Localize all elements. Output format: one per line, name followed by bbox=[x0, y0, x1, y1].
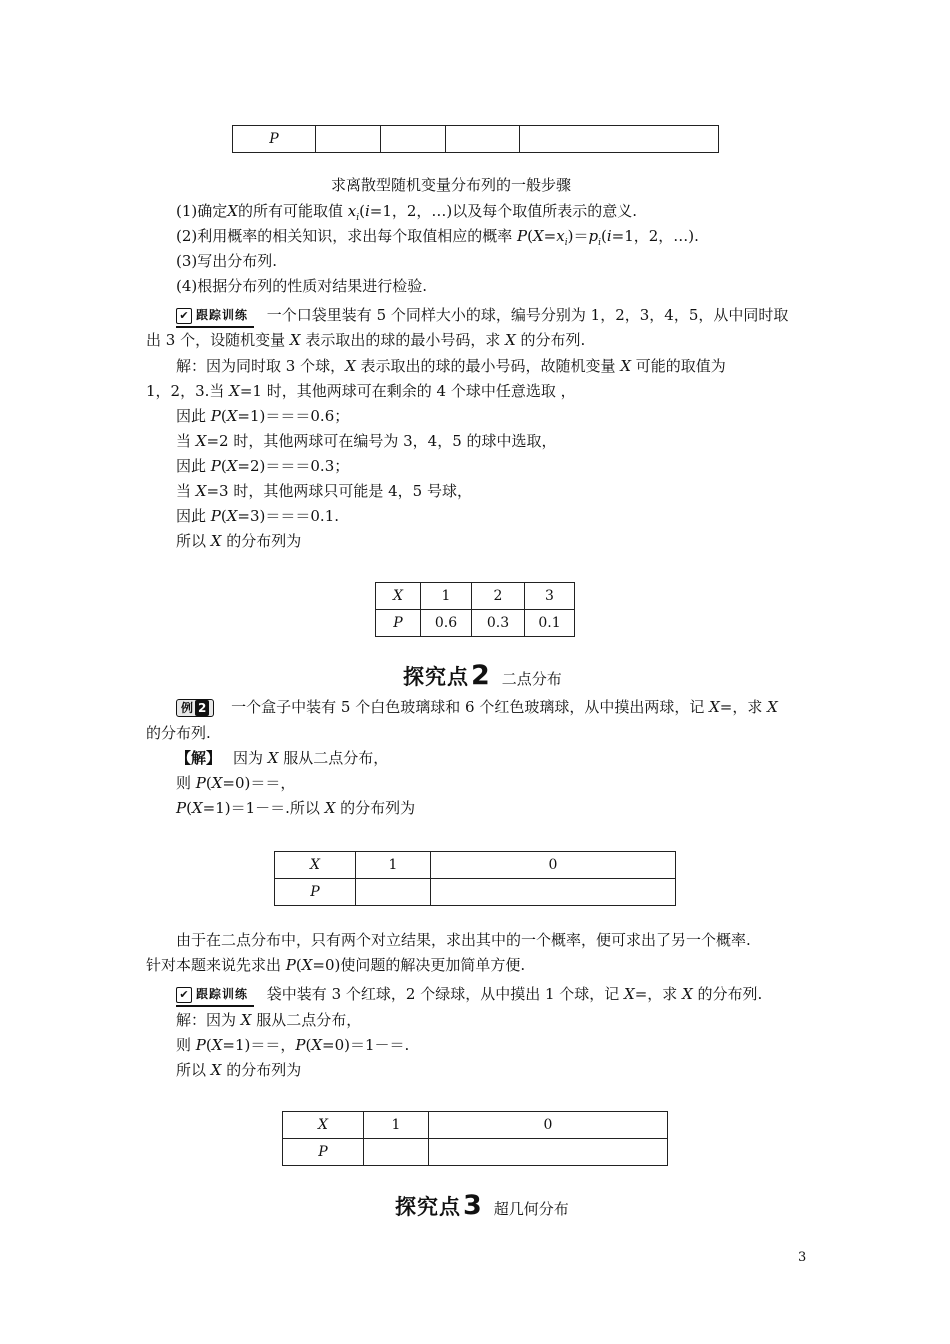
table-cell bbox=[364, 1139, 429, 1166]
example2-solution-line2: 则 P(X=0)＝＝， bbox=[176, 774, 296, 792]
track-training-badge: ✔ 跟踪训练 bbox=[176, 305, 248, 325]
table-cell: X bbox=[283, 1112, 364, 1139]
example-badge: 例 2 bbox=[176, 699, 214, 717]
table-cell: 0.3 bbox=[472, 610, 525, 637]
top-table bbox=[232, 125, 719, 153]
track1-solution-line4: 当 X=2 时，其他两球可在编号为 3，4，5 的球中选取， bbox=[176, 432, 557, 450]
table-cell: 0 bbox=[431, 852, 676, 879]
table-cell bbox=[356, 879, 431, 906]
track1-distribution-table bbox=[375, 582, 575, 637]
table-cell: P bbox=[376, 610, 421, 637]
table-cell: 1 bbox=[421, 583, 472, 610]
section-heading-2: 探究点2 二点分布 bbox=[403, 660, 562, 691]
check-icon: ✔ bbox=[176, 308, 192, 324]
table-cell: P bbox=[233, 126, 316, 153]
track1-solution-line2: 1，2，3.当 X=1 时，其他两球可在剩余的 4 个球中任意选取 ， bbox=[146, 382, 576, 400]
example2-distribution-table bbox=[274, 851, 676, 906]
table-cell bbox=[429, 1139, 668, 1166]
track2-distribution-table bbox=[282, 1111, 668, 1166]
page-number: 3 bbox=[798, 1250, 807, 1265]
track1-question-line2: 出 3 个，设随机变量 X 表示取出的球的最小号码，求 X 的分布列. bbox=[146, 331, 586, 349]
track2-solution-line1: 解：因为 X 服从二点分布， bbox=[176, 1011, 362, 1029]
table-cell: 1 bbox=[356, 852, 431, 879]
step-3: (3)写出分布列. bbox=[176, 252, 278, 270]
table-cell: X bbox=[376, 583, 421, 610]
example2-note-line2: 针对本题来说先求出 P(X=0)使问题的解决更加简单方便. bbox=[146, 956, 526, 974]
track2-question: ✔ 跟踪训练 袋中装有 3 个红球，2 个绿球，从中摸出 1 个球，记 X=，求 X 的分布列. bbox=[176, 984, 762, 1005]
table-cell: 0.6 bbox=[421, 610, 472, 637]
example2-note-line1: 由于在二点分布中，只有两个对立结果，求出其中的一个概率，便可求出了另一个概率. bbox=[176, 931, 751, 949]
table-cell: 1 bbox=[364, 1112, 429, 1139]
track1-solution-line3: 因此 P(X=1)＝＝＝0.6； bbox=[176, 407, 350, 425]
example2-question-line2: 的分布列. bbox=[146, 724, 211, 742]
table-cell bbox=[316, 126, 381, 153]
track1-solution-line5: 因此 P(X=2)＝＝＝0.3； bbox=[176, 457, 350, 475]
track1-solution-line1: 解：因为同时取 3 个球，X 表示取出的球的最小号码，故随机变量 X 可能的取值为 bbox=[176, 357, 726, 375]
example2-solution-line1: 【解】 因为 X 服从二点分布， bbox=[176, 749, 389, 767]
table-cell: 0 bbox=[429, 1112, 668, 1139]
example2-solution-line3: P(X=1)＝1－＝.所以 X 的分布列为 bbox=[176, 799, 416, 817]
track1-solution-line7: 因此 P(X=3)＝＝＝0.1. bbox=[176, 507, 340, 525]
track1-solution-line6: 当 X=3 时，其他两球只可能是 4，5 号球， bbox=[176, 482, 472, 500]
table-cell: 3 bbox=[525, 583, 575, 610]
step-1: (1)确定X的所有可能取值 $x_i(i=1$，2，…)以及每个取值所表示的意义. bbox=[176, 202, 638, 223]
table-cell: 0.1 bbox=[525, 610, 575, 637]
track2-solution-line3: 所以 X 的分布列为 bbox=[176, 1061, 302, 1079]
track1-question-line1: ✔ 跟踪训练 一个口袋里装有 5 个同样大小的球，编号分别为 1，2，3，4，5，从中同时取 bbox=[176, 305, 788, 326]
table-cell bbox=[431, 879, 676, 906]
track-training-badge: ✔ 跟踪训练 bbox=[176, 984, 248, 1004]
table-cell: P bbox=[275, 879, 356, 906]
steps-title: 求离散型随机变量分布列的一般步骤 bbox=[331, 176, 572, 194]
track1-solution-line8: 所以 X 的分布列为 bbox=[176, 532, 302, 550]
step-4: (4)根据分布列的性质对结果进行检验. bbox=[176, 277, 428, 295]
table-cell: 2 bbox=[472, 583, 525, 610]
example2-question-line1: 例 2 一个盒子中装有 5 个白色玻璃球和 6 个红色玻璃球，从中摸出两球，记 X=，求 X bbox=[176, 697, 778, 717]
table-cell: X bbox=[275, 852, 356, 879]
check-icon: ✔ bbox=[176, 987, 192, 1003]
section-heading-3: 探究点3 超几何分布 bbox=[395, 1190, 569, 1221]
table-cell bbox=[381, 126, 446, 153]
table-cell: P bbox=[283, 1139, 364, 1166]
table-cell bbox=[446, 126, 520, 153]
table-cell bbox=[520, 126, 719, 153]
track2-solution-line2: 则 P(X=1)＝＝，P(X=0)＝1－＝. bbox=[176, 1036, 410, 1054]
step-2: (2)利用概率的相关知识，求出每个取值相应的概率 $P(X=x_i)=p_i(i=1$，2，…). bbox=[176, 227, 699, 248]
